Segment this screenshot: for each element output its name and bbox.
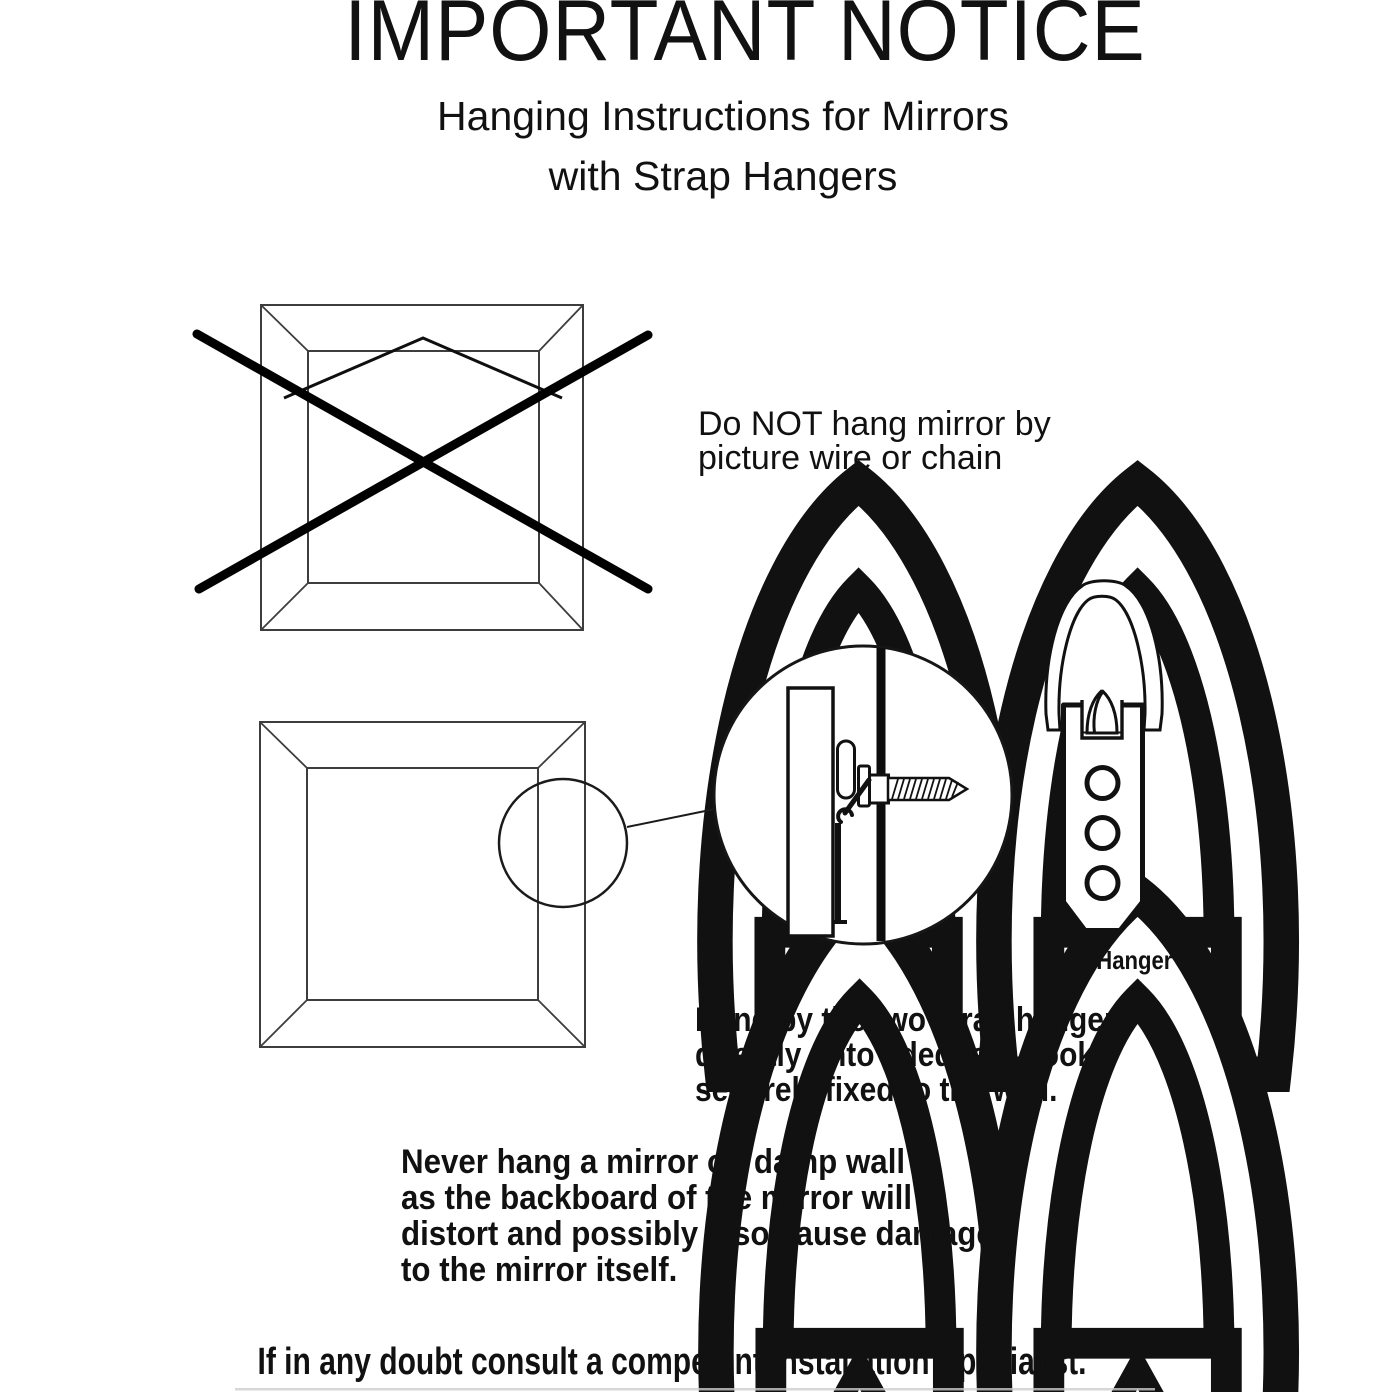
frame-mitre-lines	[260, 722, 585, 1047]
subtitle-line: Hanging Instructions for Mirrors	[437, 93, 1009, 139]
page-subtitle	[437, 86, 1009, 206]
strap-hanger-large-figure	[1046, 581, 1162, 931]
mirror-frame-inner	[307, 768, 538, 1000]
warning-line: to the mirror itself.	[401, 1251, 678, 1289]
page-title	[314, 0, 1176, 79]
hang-by-instruction	[695, 1003, 1132, 1108]
caption-line: Do NOT hang mirror by	[698, 405, 1051, 443]
no-wire-caption	[698, 407, 1051, 475]
instruction-line: securely fixed to the wall.	[695, 1071, 1058, 1109]
prohibition-x-icon	[197, 334, 648, 589]
footer-advice: If in any doubt consult a competent Installation Specialist.	[257, 1341, 1087, 1383]
instruction-line: Hang by the two strap hangers	[695, 1001, 1133, 1039]
subtitle-line: with Strap Hangers	[548, 153, 898, 199]
hanger-slot	[838, 741, 855, 798]
frame-moulding-section	[788, 688, 833, 936]
scan-artifact-line	[235, 1388, 1155, 1391]
strap-hole	[1087, 768, 1118, 799]
mirror-frame-outer	[260, 722, 585, 1047]
page-title-text: IMPORTANT NOTICE	[344, 0, 1146, 79]
warning-line: as the backboard of the mirror will	[401, 1179, 913, 1217]
damp-wall-warning	[401, 1144, 994, 1288]
caption-line: picture wire or chain	[698, 439, 1003, 477]
picture-wire	[284, 338, 562, 398]
callout-connector-line	[627, 809, 715, 827]
warning-line: distort and possibly also cause damage	[401, 1215, 994, 1253]
detail-callout-circle	[499, 779, 627, 907]
hook-detail-magnifier	[714, 646, 1012, 944]
strap-hole	[1087, 818, 1118, 849]
instruction-line: directly onto adequate hooks	[695, 1036, 1111, 1074]
strap-hole	[1087, 868, 1118, 899]
warning-line: Never hang a mirror on damp wall	[401, 1143, 906, 1181]
strap-hanger-label: Strap Hanger	[1033, 945, 1173, 975]
